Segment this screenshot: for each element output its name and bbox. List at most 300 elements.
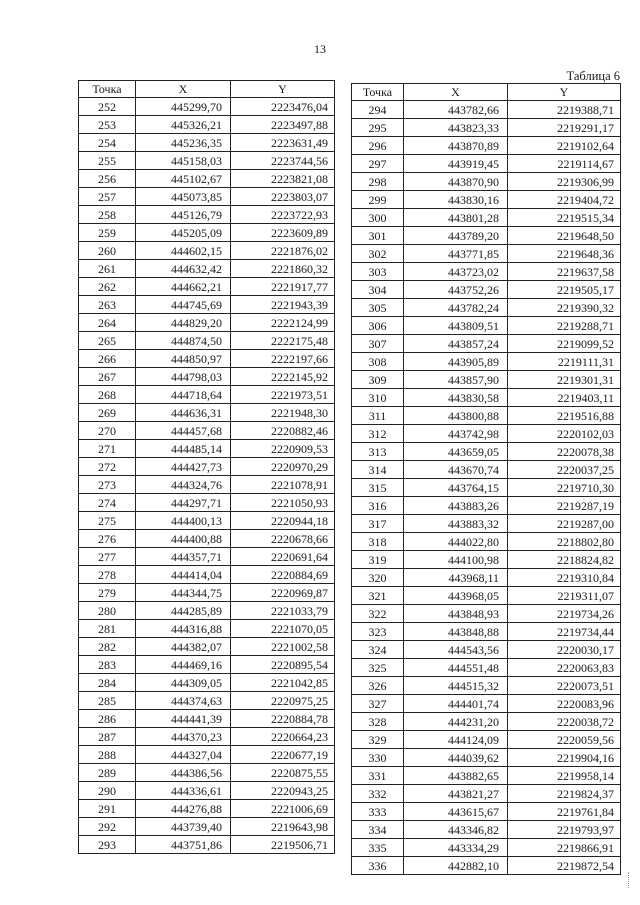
point-number-cell: 260 <box>79 242 136 260</box>
x-coordinate-cell: 442882,10 <box>404 857 508 875</box>
y-coordinate-cell: 2220102,03 <box>508 425 621 443</box>
point-number-cell: 295 <box>352 119 404 137</box>
table-row <box>79 224 335 242</box>
y-coordinate-cell: 2222175,48 <box>231 332 335 350</box>
x-coordinate-cell: 443870,89 <box>404 137 508 155</box>
table-row <box>352 137 621 155</box>
point-number-cell: 273 <box>79 476 136 494</box>
point-number-cell: 288 <box>79 746 136 764</box>
y-coordinate-cell: 2220882,46 <box>231 422 335 440</box>
x-coordinate-cell: 443848,88 <box>404 623 508 641</box>
x-coordinate-cell: 444327,04 <box>136 746 231 764</box>
x-coordinate-cell: 444400,13 <box>136 512 231 530</box>
table-row <box>352 587 621 605</box>
x-coordinate-cell: 443346,82 <box>404 821 508 839</box>
y-coordinate-cell: 2219404,72 <box>508 191 621 209</box>
y-coordinate-cell: 2219505,17 <box>508 281 621 299</box>
table-row <box>352 623 621 641</box>
table-row <box>79 566 335 584</box>
x-coordinate-cell: 443830,16 <box>404 191 508 209</box>
x-coordinate-cell: 443870,90 <box>404 173 508 191</box>
y-coordinate-cell: 2218802,80 <box>508 533 621 551</box>
x-coordinate-cell: 444745,69 <box>136 296 231 314</box>
x-coordinate-cell: 445073,85 <box>136 188 231 206</box>
point-number-cell: 254 <box>79 134 136 152</box>
table-row <box>352 857 621 875</box>
point-number-cell: 285 <box>79 692 136 710</box>
y-coordinate-cell: 2220677,19 <box>231 746 335 764</box>
y-coordinate-cell: 2219648,36 <box>508 245 621 263</box>
x-coordinate-cell: 444324,76 <box>136 476 231 494</box>
table-row <box>352 173 621 191</box>
x-coordinate-cell: 443919,45 <box>404 155 508 173</box>
y-coordinate-cell: 2221943,39 <box>231 296 335 314</box>
x-coordinate-cell: 444543,56 <box>404 641 508 659</box>
y-coordinate-cell: 2220944,18 <box>231 512 335 530</box>
y-coordinate-cell: 2221042,85 <box>231 674 335 692</box>
table-row <box>79 152 335 170</box>
point-number-cell: 301 <box>352 227 404 245</box>
point-number-cell: 284 <box>79 674 136 692</box>
x-coordinate-cell: 443782,24 <box>404 299 508 317</box>
x-coordinate-cell: 443821,27 <box>404 785 508 803</box>
x-coordinate-cell: 444357,71 <box>136 548 231 566</box>
y-coordinate-cell: 2223821,08 <box>231 170 335 188</box>
table-row <box>79 836 335 854</box>
point-number-cell: 317 <box>352 515 404 533</box>
table-row <box>79 494 335 512</box>
table-row <box>352 317 621 335</box>
table-row <box>352 551 621 569</box>
point-number-cell: 304 <box>352 281 404 299</box>
x-coordinate-cell: 445205,09 <box>136 224 231 242</box>
point-number-cell: 322 <box>352 605 404 623</box>
point-number-cell: 294 <box>352 101 404 119</box>
y-coordinate-cell: 2219288,71 <box>508 317 621 335</box>
table-row <box>352 497 621 515</box>
x-coordinate-cell: 444400,88 <box>136 530 231 548</box>
table-row <box>79 314 335 332</box>
x-coordinate-cell: 443883,26 <box>404 497 508 515</box>
table-row <box>352 101 621 119</box>
table-row <box>79 584 335 602</box>
table-caption: Таблица 6 <box>566 69 620 83</box>
x-coordinate-cell: 444276,88 <box>136 800 231 818</box>
y-coordinate-cell: 2223803,07 <box>231 188 335 206</box>
point-number-cell: 268 <box>79 386 136 404</box>
y-coordinate-cell: 2219866,91 <box>508 839 621 857</box>
table-row <box>79 206 335 224</box>
y-coordinate-cell: 2220884,78 <box>231 710 335 728</box>
point-number-cell: 328 <box>352 713 404 731</box>
column-header-point: Точка <box>79 81 136 98</box>
table-row <box>79 458 335 476</box>
table-row <box>352 461 621 479</box>
point-number-cell: 307 <box>352 335 404 353</box>
table-row <box>352 281 621 299</box>
table-row <box>79 242 335 260</box>
x-coordinate-cell: 443771,85 <box>404 245 508 263</box>
x-coordinate-cell: 443752,26 <box>404 281 508 299</box>
y-coordinate-cell: 2219310,84 <box>508 569 621 587</box>
x-coordinate-cell: 443723,02 <box>404 263 508 281</box>
y-coordinate-cell: 2219311,07 <box>508 587 621 605</box>
y-coordinate-cell: 2218824,82 <box>508 551 621 569</box>
x-coordinate-cell: 443659,05 <box>404 443 508 461</box>
y-coordinate-cell: 2219515,34 <box>508 209 621 227</box>
point-number-cell: 282 <box>79 638 136 656</box>
point-number-cell: 261 <box>79 260 136 278</box>
table-row <box>352 191 621 209</box>
y-coordinate-cell: 2220037,25 <box>508 461 621 479</box>
table-row <box>79 440 335 458</box>
point-number-cell: 266 <box>79 350 136 368</box>
point-number-cell: 265 <box>79 332 136 350</box>
table-row <box>352 731 621 749</box>
x-coordinate-cell: 443830,58 <box>404 389 508 407</box>
point-number-cell: 276 <box>79 530 136 548</box>
y-coordinate-cell: 2223476,04 <box>231 98 335 116</box>
y-coordinate-cell: 2223631,49 <box>231 134 335 152</box>
column-header-point: Точка <box>352 84 404 101</box>
point-number-cell: 329 <box>352 731 404 749</box>
x-coordinate-cell: 443670,74 <box>404 461 508 479</box>
table-row <box>352 749 621 767</box>
x-coordinate-cell: 444515,32 <box>404 677 508 695</box>
x-coordinate-cell: 444427,73 <box>136 458 231 476</box>
column-header-x: X <box>404 84 508 101</box>
x-coordinate-cell: 444636,31 <box>136 404 231 422</box>
point-number-cell: 277 <box>79 548 136 566</box>
point-number-cell: 267 <box>79 368 136 386</box>
y-coordinate-cell: 2219287,00 <box>508 515 621 533</box>
table-row <box>352 839 621 857</box>
y-coordinate-cell: 2219710,30 <box>508 479 621 497</box>
point-number-cell: 326 <box>352 677 404 695</box>
point-number-cell: 274 <box>79 494 136 512</box>
table-row <box>352 641 621 659</box>
x-coordinate-cell: 444297,71 <box>136 494 231 512</box>
y-coordinate-cell: 2219099,52 <box>508 335 621 353</box>
table-row <box>79 368 335 386</box>
y-coordinate-cell: 2219824,37 <box>508 785 621 803</box>
y-coordinate-cell: 2219958,14 <box>508 767 621 785</box>
table-row <box>79 764 335 782</box>
x-coordinate-cell: 444401,74 <box>404 695 508 713</box>
point-number-cell: 335 <box>352 839 404 857</box>
point-number-cell: 336 <box>352 857 404 875</box>
y-coordinate-cell: 2219643,98 <box>231 818 335 836</box>
table-row <box>352 353 621 371</box>
table-row <box>79 476 335 494</box>
y-coordinate-cell: 2220691,64 <box>231 548 335 566</box>
point-number-cell: 258 <box>79 206 136 224</box>
point-number-cell: 332 <box>352 785 404 803</box>
y-coordinate-cell: 2221078,91 <box>231 476 335 494</box>
point-number-cell: 279 <box>79 584 136 602</box>
table-row <box>79 188 335 206</box>
point-number-cell: 308 <box>352 353 404 371</box>
point-number-cell: 309 <box>352 371 404 389</box>
x-coordinate-cell: 444316,88 <box>136 620 231 638</box>
table-row <box>79 656 335 674</box>
y-coordinate-cell: 2223609,89 <box>231 224 335 242</box>
x-coordinate-cell: 444441,39 <box>136 710 231 728</box>
y-coordinate-cell: 2220975,25 <box>231 692 335 710</box>
table-row <box>352 821 621 839</box>
y-coordinate-cell: 2221876,02 <box>231 242 335 260</box>
y-coordinate-cell: 2219403,11 <box>508 389 621 407</box>
point-number-cell: 289 <box>79 764 136 782</box>
x-coordinate-cell: 444100,98 <box>404 551 508 569</box>
x-coordinate-cell: 445126,79 <box>136 206 231 224</box>
table-row <box>352 767 621 785</box>
x-coordinate-cell: 444336,61 <box>136 782 231 800</box>
x-coordinate-cell: 444039,62 <box>404 749 508 767</box>
table-row <box>79 386 335 404</box>
x-coordinate-cell: 445158,03 <box>136 152 231 170</box>
x-coordinate-cell: 444344,75 <box>136 584 231 602</box>
table-row <box>79 710 335 728</box>
point-number-cell: 287 <box>79 728 136 746</box>
point-number-cell: 299 <box>352 191 404 209</box>
table-row <box>352 335 621 353</box>
y-coordinate-cell: 2220073,51 <box>508 677 621 695</box>
y-coordinate-cell: 2221070,05 <box>231 620 335 638</box>
point-number-cell: 311 <box>352 407 404 425</box>
point-number-cell: 255 <box>79 152 136 170</box>
table-row <box>79 170 335 188</box>
x-coordinate-cell: 443789,20 <box>404 227 508 245</box>
y-coordinate-cell: 2220063,83 <box>508 659 621 677</box>
y-coordinate-cell: 2221050,93 <box>231 494 335 512</box>
y-coordinate-cell: 2221917,77 <box>231 278 335 296</box>
x-coordinate-cell: 444285,89 <box>136 602 231 620</box>
coordinates-table-right <box>351 83 621 875</box>
table-row <box>352 389 621 407</box>
column-header-y: Y <box>231 81 335 98</box>
point-number-cell: 278 <box>79 566 136 584</box>
point-number-cell: 312 <box>352 425 404 443</box>
x-coordinate-cell: 443857,90 <box>404 371 508 389</box>
table-row <box>352 155 621 173</box>
point-number-cell: 283 <box>79 656 136 674</box>
point-number-cell: 264 <box>79 314 136 332</box>
x-coordinate-cell: 444632,42 <box>136 260 231 278</box>
table-row <box>79 278 335 296</box>
y-coordinate-cell: 2223497,88 <box>231 116 335 134</box>
point-number-cell: 313 <box>352 443 404 461</box>
table-row <box>79 350 335 368</box>
point-number-cell: 325 <box>352 659 404 677</box>
x-coordinate-cell: 443968,05 <box>404 587 508 605</box>
y-coordinate-cell: 2220678,66 <box>231 530 335 548</box>
y-coordinate-cell: 2220895,54 <box>231 656 335 674</box>
y-coordinate-cell: 2221948,30 <box>231 404 335 422</box>
point-number-cell: 331 <box>352 767 404 785</box>
table-row <box>352 119 621 137</box>
point-number-cell: 310 <box>352 389 404 407</box>
y-coordinate-cell: 2223744,56 <box>231 152 335 170</box>
table-header-row <box>352 84 621 101</box>
x-coordinate-cell: 443857,24 <box>404 335 508 353</box>
point-number-cell: 330 <box>352 749 404 767</box>
table-row <box>352 569 621 587</box>
table-row <box>79 674 335 692</box>
x-coordinate-cell: 444386,56 <box>136 764 231 782</box>
y-coordinate-cell: 2222124,99 <box>231 314 335 332</box>
y-coordinate-cell: 2219637,58 <box>508 263 621 281</box>
table-row <box>352 371 621 389</box>
table-row <box>79 602 335 620</box>
table-row <box>79 818 335 836</box>
table-row <box>79 332 335 350</box>
y-coordinate-cell: 2219388,71 <box>508 101 621 119</box>
x-coordinate-cell: 444414,04 <box>136 566 231 584</box>
point-number-cell: 272 <box>79 458 136 476</box>
y-coordinate-cell: 2219761,84 <box>508 803 621 821</box>
point-number-cell: 269 <box>79 404 136 422</box>
x-coordinate-cell: 444485,14 <box>136 440 231 458</box>
table-row <box>79 116 335 134</box>
table-row <box>79 692 335 710</box>
table-row <box>352 245 621 263</box>
x-coordinate-cell: 444374,63 <box>136 692 231 710</box>
point-number-cell: 296 <box>352 137 404 155</box>
x-coordinate-cell: 444382,07 <box>136 638 231 656</box>
y-coordinate-cell: 2220059,56 <box>508 731 621 749</box>
point-number-cell: 321 <box>352 587 404 605</box>
x-coordinate-cell: 443739,40 <box>136 818 231 836</box>
x-coordinate-cell: 443782,66 <box>404 101 508 119</box>
x-coordinate-cell: 444231,20 <box>404 713 508 731</box>
y-coordinate-cell: 2220884,69 <box>231 566 335 584</box>
point-number-cell: 300 <box>352 209 404 227</box>
x-coordinate-cell: 444829,20 <box>136 314 231 332</box>
x-coordinate-cell: 444551,48 <box>404 659 508 677</box>
table-row <box>352 263 621 281</box>
x-coordinate-cell: 444457,68 <box>136 422 231 440</box>
page-number: 13 <box>314 42 326 56</box>
table-row <box>79 800 335 818</box>
point-number-cell: 290 <box>79 782 136 800</box>
y-coordinate-cell: 2220083,96 <box>508 695 621 713</box>
table-row <box>352 533 621 551</box>
table-row <box>352 695 621 713</box>
point-number-cell: 333 <box>352 803 404 821</box>
x-coordinate-cell: 444602,15 <box>136 242 231 260</box>
y-coordinate-cell: 2220970,29 <box>231 458 335 476</box>
x-coordinate-cell: 443615,67 <box>404 803 508 821</box>
y-coordinate-cell: 2220875,55 <box>231 764 335 782</box>
table-row <box>79 512 335 530</box>
point-number-cell: 253 <box>79 116 136 134</box>
x-coordinate-cell: 443968,11 <box>404 569 508 587</box>
y-coordinate-cell: 2221033,79 <box>231 602 335 620</box>
y-coordinate-cell: 2219648,50 <box>508 227 621 245</box>
x-coordinate-cell: 443742,98 <box>404 425 508 443</box>
x-coordinate-cell: 444718,64 <box>136 386 231 404</box>
table-row <box>352 479 621 497</box>
table-row <box>79 728 335 746</box>
table-row <box>352 425 621 443</box>
y-coordinate-cell: 2222145,92 <box>231 368 335 386</box>
table-row <box>352 407 621 425</box>
y-coordinate-cell: 2219111,31 <box>508 353 621 371</box>
y-coordinate-cell: 2219390,32 <box>508 299 621 317</box>
table-row <box>352 443 621 461</box>
table-row <box>79 746 335 764</box>
x-coordinate-cell: 444850,97 <box>136 350 231 368</box>
y-coordinate-cell: 2220969,87 <box>231 584 335 602</box>
table-row <box>352 209 621 227</box>
y-coordinate-cell: 2219904,16 <box>508 749 621 767</box>
x-coordinate-cell: 444874,50 <box>136 332 231 350</box>
point-number-cell: 298 <box>352 173 404 191</box>
table-row <box>352 227 621 245</box>
y-coordinate-cell: 2221973,51 <box>231 386 335 404</box>
table-row <box>352 299 621 317</box>
table-row <box>352 605 621 623</box>
y-coordinate-cell: 2222197,66 <box>231 350 335 368</box>
table-row <box>79 638 335 656</box>
point-number-cell: 281 <box>79 620 136 638</box>
x-coordinate-cell: 443751,86 <box>136 836 231 854</box>
x-coordinate-cell: 444662,21 <box>136 278 231 296</box>
point-number-cell: 270 <box>79 422 136 440</box>
x-coordinate-cell: 443848,93 <box>404 605 508 623</box>
y-coordinate-cell: 2221002,58 <box>231 638 335 656</box>
table-row <box>352 515 621 533</box>
x-coordinate-cell: 445299,70 <box>136 98 231 116</box>
table-row <box>79 98 335 116</box>
x-coordinate-cell: 444370,23 <box>136 728 231 746</box>
table-row <box>352 659 621 677</box>
table-row <box>352 785 621 803</box>
x-coordinate-cell: 445102,67 <box>136 170 231 188</box>
point-number-cell: 293 <box>79 836 136 854</box>
y-coordinate-cell: 2219516,88 <box>508 407 621 425</box>
y-coordinate-cell: 2219872,54 <box>508 857 621 875</box>
table-row <box>79 620 335 638</box>
x-coordinate-cell: 443883,32 <box>404 515 508 533</box>
point-number-cell: 324 <box>352 641 404 659</box>
table-row <box>352 677 621 695</box>
point-number-cell: 314 <box>352 461 404 479</box>
y-coordinate-cell: 2220664,23 <box>231 728 335 746</box>
point-number-cell: 297 <box>352 155 404 173</box>
point-number-cell: 286 <box>79 710 136 728</box>
y-coordinate-cell: 2219287,19 <box>508 497 621 515</box>
x-coordinate-cell: 443823,33 <box>404 119 508 137</box>
point-number-cell: 252 <box>79 98 136 116</box>
table-row <box>79 530 335 548</box>
margin-mark <box>628 872 630 888</box>
table-row <box>352 713 621 731</box>
point-number-cell: 257 <box>79 188 136 206</box>
x-coordinate-cell: 445326,21 <box>136 116 231 134</box>
point-number-cell: 303 <box>352 263 404 281</box>
point-number-cell: 316 <box>352 497 404 515</box>
x-coordinate-cell: 444124,09 <box>404 731 508 749</box>
point-number-cell: 323 <box>352 623 404 641</box>
table-row <box>352 803 621 821</box>
x-coordinate-cell: 443882,65 <box>404 767 508 785</box>
y-coordinate-cell: 2219301,31 <box>508 371 621 389</box>
y-coordinate-cell: 2223722,93 <box>231 206 335 224</box>
y-coordinate-cell: 2219734,44 <box>508 623 621 641</box>
y-coordinate-cell: 2220030,17 <box>508 641 621 659</box>
